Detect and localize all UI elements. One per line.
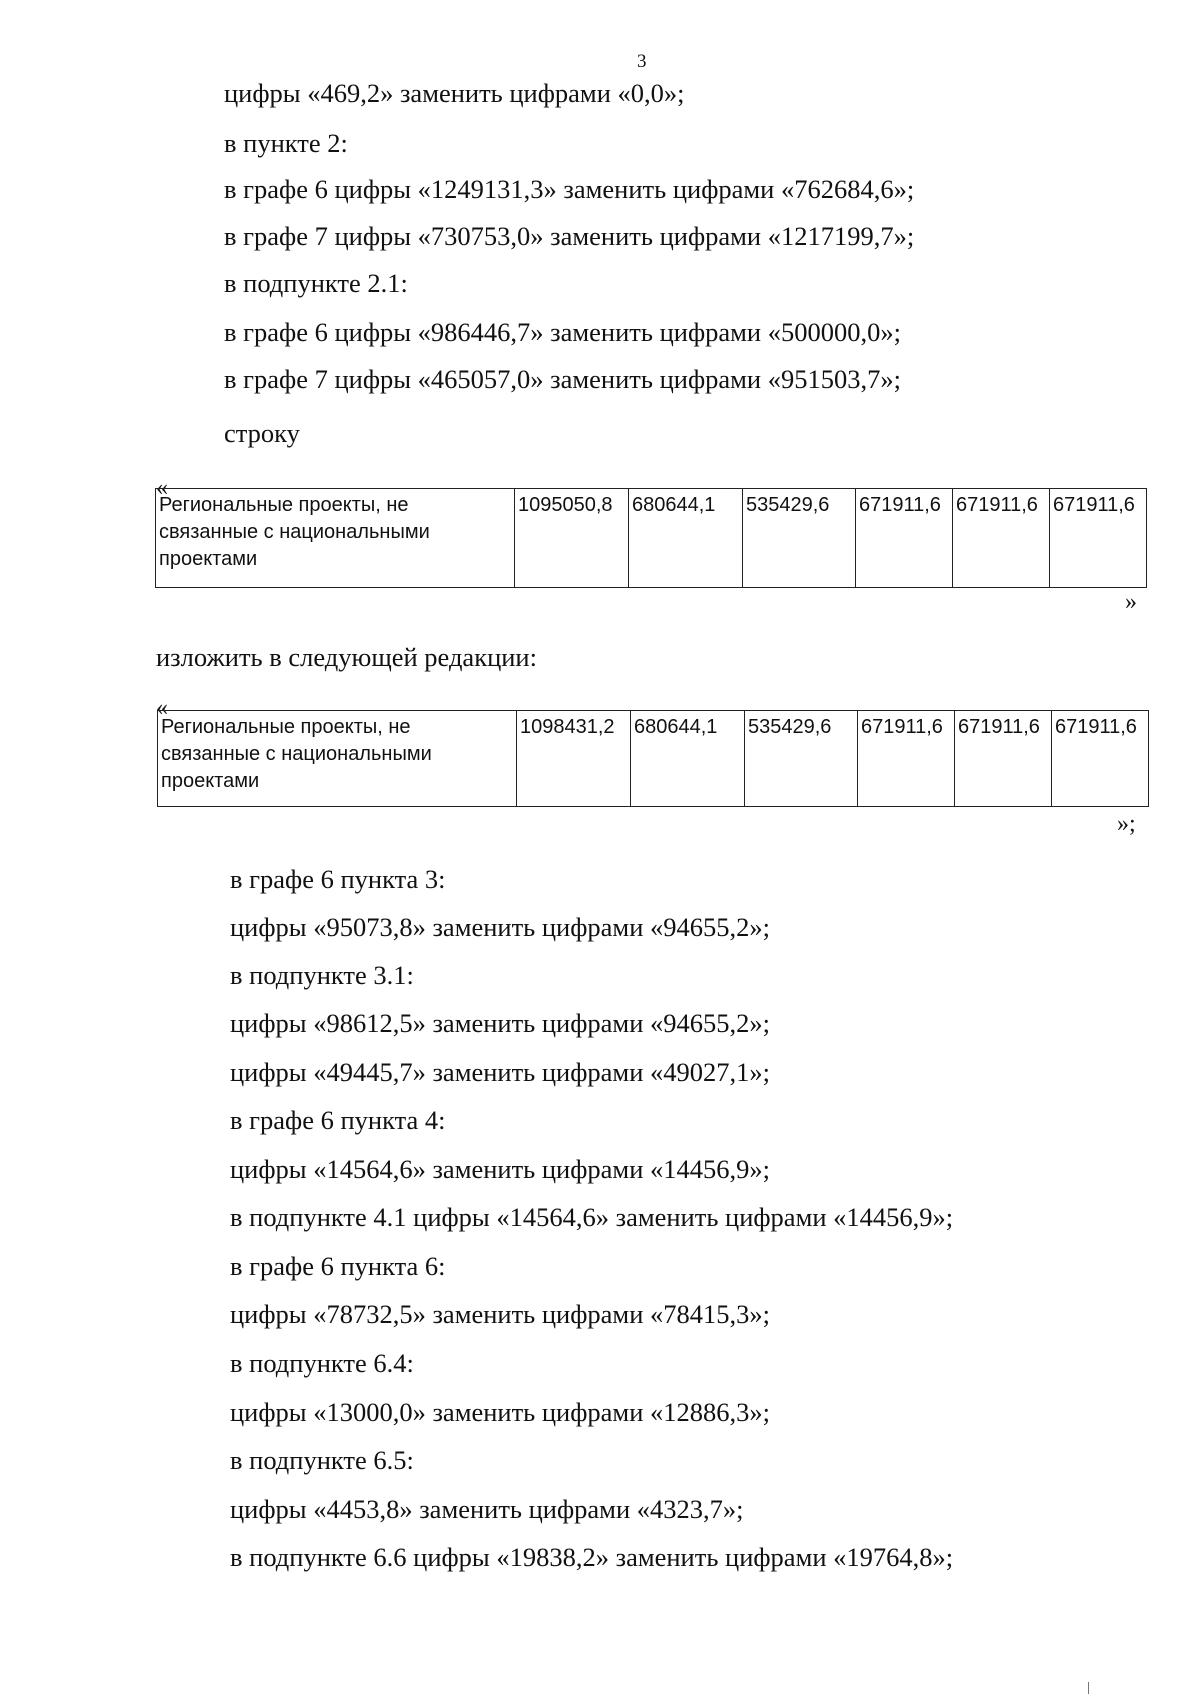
value-cell: 671911,6 xyxy=(1050,489,1147,588)
row-name-line: Региональные проекты, не xyxy=(161,716,411,738)
row-name-cell xyxy=(158,711,517,807)
row-name-cell xyxy=(156,489,515,588)
paragraph-line: цифры «13000,0» заменить цифрами «12886,3»; xyxy=(230,1397,770,1427)
paragraph-line: в графе 6 пункта 4: xyxy=(230,1105,446,1135)
row-name-line: связанные с национальными xyxy=(159,521,430,543)
paragraph-line: цифры «14564,6» заменить цифрами «14456,9»; xyxy=(230,1154,770,1184)
paragraph-line: в графе 6 цифры «1249131,3» заменить цифрами «762684,6»; xyxy=(224,174,915,204)
paragraph-line: в графе 7 цифры «730753,0» заменить цифрами «1217199,7»; xyxy=(224,221,915,251)
paragraph-line: строку xyxy=(224,418,300,448)
paragraph-line: цифры «98612,5» заменить цифрами «94655,2»; xyxy=(230,1008,770,1038)
paragraph-line: изложить в следующей редакции: xyxy=(156,642,537,672)
value-cell: 1098431,2 xyxy=(517,711,631,807)
paragraph-line: в графе 6 пункта 3: xyxy=(230,864,446,894)
new-row-table xyxy=(157,710,1149,807)
paragraph-line: цифры «78732,5» заменить цифрами «78415,3»; xyxy=(230,1299,770,1329)
value-cell: 671911,6 xyxy=(955,711,1052,807)
value-cell: 671911,6 xyxy=(858,711,955,807)
value-cell: 535429,6 xyxy=(743,489,856,588)
row-name-line: проектами xyxy=(159,548,258,570)
paragraph-line: в графе 6 пункта 6: xyxy=(230,1251,446,1281)
table-close-quote: » xyxy=(1125,589,1137,615)
value-cell: 535429,6 xyxy=(745,711,858,807)
value-cell: 671911,6 xyxy=(1052,711,1149,807)
paragraph-line: в подпункте 3.1: xyxy=(230,960,414,990)
table-open-quote: « xyxy=(156,475,168,501)
table-close-quote: »; xyxy=(1117,811,1136,837)
value-cell: 680644,1 xyxy=(631,711,745,807)
paragraph-line: цифры «95073,8» заменить цифрами «94655,2»; xyxy=(230,912,770,942)
paragraph-line: в пункте 2: xyxy=(224,128,348,158)
row-name-line: связанные с национальными xyxy=(161,743,432,765)
paragraph-line: в графе 7 цифры «465057,0» заменить цифрами «951503,7»; xyxy=(224,364,901,394)
page-number: 3 xyxy=(637,51,647,72)
row-name-line: Региональные проекты, не xyxy=(159,494,409,516)
paragraph-line: цифры «4453,8» заменить цифрами «4323,7»; xyxy=(230,1494,744,1524)
paragraph-line: в подпункте 6.4: xyxy=(230,1348,414,1378)
old-row-table xyxy=(155,488,1147,588)
value-cell: 671911,6 xyxy=(856,489,953,588)
paragraph-line: в подпункте 4.1 цифры «14564,6» заменить цифрами «14456,9»; xyxy=(230,1202,954,1232)
paragraph-line: в подпункте 2.1: xyxy=(224,268,408,298)
value-cell: 680644,1 xyxy=(629,489,743,588)
row-name-line: проектами xyxy=(161,770,260,792)
paragraph-line: в подпункте 6.6 цифры «19838,2» заменить цифрами «19764,8»; xyxy=(230,1542,954,1572)
paragraph-line: цифры «49445,7» заменить цифрами «49027,1»; xyxy=(230,1057,770,1087)
table-row xyxy=(158,711,1149,807)
value-cell: 671911,6 xyxy=(953,489,1050,588)
table-row xyxy=(156,489,1147,588)
value-cell: 1095050,8 xyxy=(515,489,629,588)
table-open-quote: « xyxy=(156,695,168,721)
scan-mark xyxy=(1088,1682,1089,1694)
paragraph-line: цифры «469,2» заменить цифрами «0,0»; xyxy=(224,78,685,108)
paragraph-line: в графе 6 цифры «986446,7» заменить цифрами «500000,0»; xyxy=(224,317,901,347)
paragraph-line: в подпункте 6.5: xyxy=(230,1445,414,1475)
